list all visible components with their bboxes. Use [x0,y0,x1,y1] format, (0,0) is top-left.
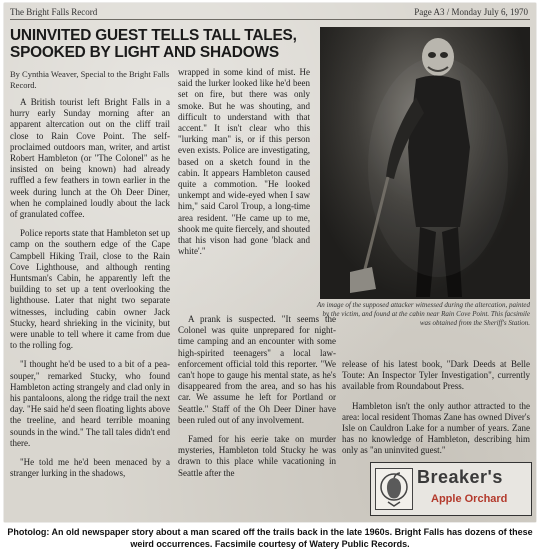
paragraph: wrapped in some kind of mist. He said the lurker looked like he'd been set on fire, but there was only smoke. But he was shouting, and difficult to understand with that accent." It isn't clear who this "lurking man" is, or if this person even exists. Police are investigating, based on a sketch found in the cabin. It appears Hambleton caused quite a commotion. "He looked unkempt and wide-eyed when I saw him," said Carol Troup, a long-time area resident. "He came up to me, shook me quite fiercely, and shouted that his vison had gone 'black and white'." [178,67,310,257]
article-column-2-bottom [178,314,336,487]
ad-subtitle: Apple Orchard [431,493,508,505]
photo-caption: An image of the supposed attacker witnessed during the altercation, painted by the victim, and found at the cabin near Rain Cove Point. This facsimile was obtained from the Sheriff's Station. [316,301,530,327]
breakers-apple-orchard-ad [370,462,532,516]
article-column-1 [10,97,170,488]
article-headline: UNINVITED GUEST TELLS TALL TALES, SPOOKED BY LIGHT AND SHADOWS [10,27,297,61]
article-byline: By Cynthia Weaver, Special to the Bright Falls Record. [10,69,170,90]
paragraph: Police reports state that Hambleton set up camp on the southern edge of the Cape Campbell Hiking Trail, close to the Rain Cove Lighthouse, and although renting Huntsman's Cabin, he apparently left the building to set up a tent overlooking the lighthouse. Later that night two separate witnesses, including cabin owner Jack Stucky, heard shrieking in the vicinity, but were unable to tell where it came from due to the rolling fog. [10,228,170,351]
apple-logo-icon [375,468,413,510]
page-info: Page A3 / Monday July 6, 1970 [414,7,528,17]
paragraph: A British tourist left Bright Falls in a hurry early Sunday morning after an apparent altercation out on the cliff trail close to Rain Cove Point. The self-proclaimed outdoors man, writer, and artist Robert Hambleton (or "The Colonel" as he insisted on being known) had already ruffled a few feathers in town earlier in the week during lunch at the Oh Deer Diner, when he complained loudly about the lack of granulated coffee. [10,97,170,220]
newspaper-clipping [4,3,536,522]
header-rule [10,19,530,20]
paragraph: "I thought he'd be used to a bit of a pea-souper," remarked Stucky, who found Hambleton acting strangely and clad only in his pantaloons, along the ridge trail the next day. "He said he'd seen floating lights above the treeline, and heard terrible moaning sounds in the wind." The tall tales didn't end there. [10,359,170,448]
paragraph: Hambleton isn't the only author attracted to the area: local resident Thomas Zane has owned Diver's Isle on Cauldron Lake for a number of years. Zane has no knowledge of Hambleton, describing him only as "an uninvited guest." [342,400,530,456]
attacker-painting-photo [320,27,530,299]
paragraph: A prank is suspected. "It seems the Colonel was quite unprepared for night-time camping and an encounter with some high-spirited teenagers" a local law-enforcement official told this reporter. "We can't hope to gauge his mental state, as he's disappeared from the area, and so has his car. We assume he left for Portland or Seattle." Staff of the Oh Deer Diner have been ruled out of any involvement. [178,314,336,425]
paragraph: release of his latest book, "Dark Deeds at Belle Toute: An Inspector Tyler Investigation", currently available from Roundabout Press. [342,359,530,392]
article-column-3 [342,359,530,465]
ad-title: Breaker's [417,467,503,487]
paragraph: "He told me he'd been menaced by a stranger lurking in the shadows, [10,457,170,479]
photolog-caption: Photolog: An old newspaper story about a man scared off the trails back in the late 1960s. Bright Falls has dozens of these weird occurrences. Facsimile courtesy of Watery Public Records. [7,527,533,549]
paragraph: Famed for his eerie take on murder mysteries, Hambleton told Stucky he was drawn to this place while vacationing in Seattle after the [178,434,336,478]
shadow-figure-illustration [320,27,530,299]
paper-name: The Bright Falls Record [10,7,98,17]
article-column-2-top [178,67,310,265]
